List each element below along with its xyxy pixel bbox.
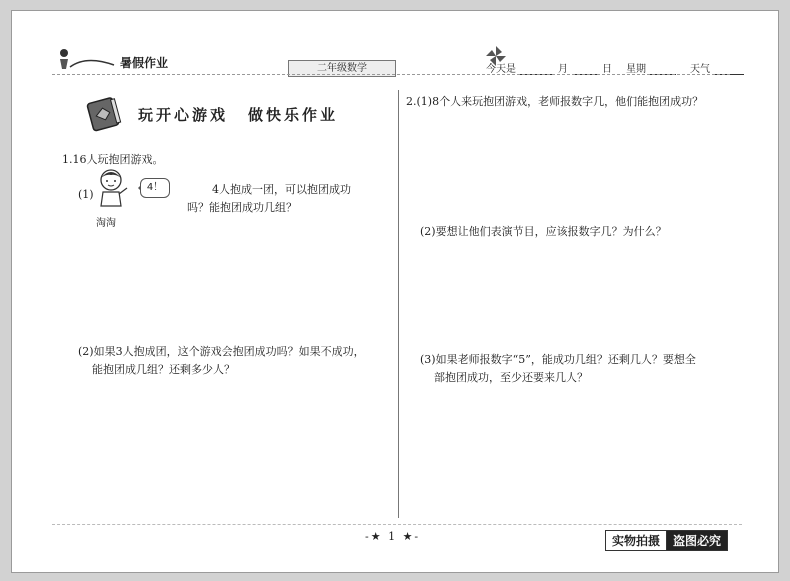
- date-weather-label: 天气: [690, 64, 710, 75]
- brand-logo: [56, 47, 168, 71]
- q1-sub2-line2: 能抱团成几组？还剩多少人？: [92, 363, 235, 376]
- stamp-right: 盗图必究: [667, 530, 728, 551]
- book-icon: [84, 94, 124, 134]
- q2-sub3-line1: (3)如果老师报数字“5”，能成功几组？还剩几人？要想全: [420, 353, 696, 366]
- q2-sub3-line2: 部抱团成功，至少还要来几人？: [434, 371, 588, 384]
- character-name: 淘淘: [96, 218, 116, 229]
- column-divider: [398, 90, 399, 518]
- q1-sub1-line1: 4人抱成一团，可以抱团成功: [212, 183, 351, 196]
- header-divider: [52, 74, 730, 75]
- date-today-label: 今天是: [486, 64, 516, 75]
- q2-sub1: 2.(1)8个人来玩抱团游戏，老师报数字几，他们能抱团成功？: [406, 95, 704, 108]
- date-day-label: 日: [602, 64, 612, 75]
- date-week-label: 星期: [626, 64, 646, 75]
- child-character-icon: [94, 168, 128, 212]
- footer-divider: [52, 524, 742, 525]
- section-title: [138, 104, 358, 125]
- stamp-left: 实物拍摄: [605, 530, 667, 551]
- q1-intro: 1.16人玩抱团游戏。: [62, 153, 164, 166]
- section-title-part1: 玩开心游戏: [138, 106, 229, 124]
- date-month-label: 月: [558, 64, 568, 75]
- watermark-stamp: [605, 530, 728, 551]
- q1-sub2-line1: (2)如果3人抱成团，这个游戏会抱团成功吗？如果不成功，: [78, 345, 365, 358]
- mascot-logo-icon: [56, 47, 116, 71]
- section-title-part2: 做快乐作业: [248, 106, 339, 124]
- speech-bubble: 4！: [140, 178, 170, 198]
- grade-label: 二年级数学: [288, 60, 396, 77]
- q1-sub1-label: (1): [78, 188, 94, 201]
- brand-title: 暑假作业: [120, 56, 169, 70]
- q1-sub1-line2: 吗？能抱团成功几组？: [187, 201, 297, 214]
- date-weather-line: [486, 60, 744, 75]
- q2-sub2: (2)要想让他们表演节目，应该报数字几？为什么？: [420, 225, 667, 238]
- page-number: -★ 1 ★-: [365, 530, 421, 543]
